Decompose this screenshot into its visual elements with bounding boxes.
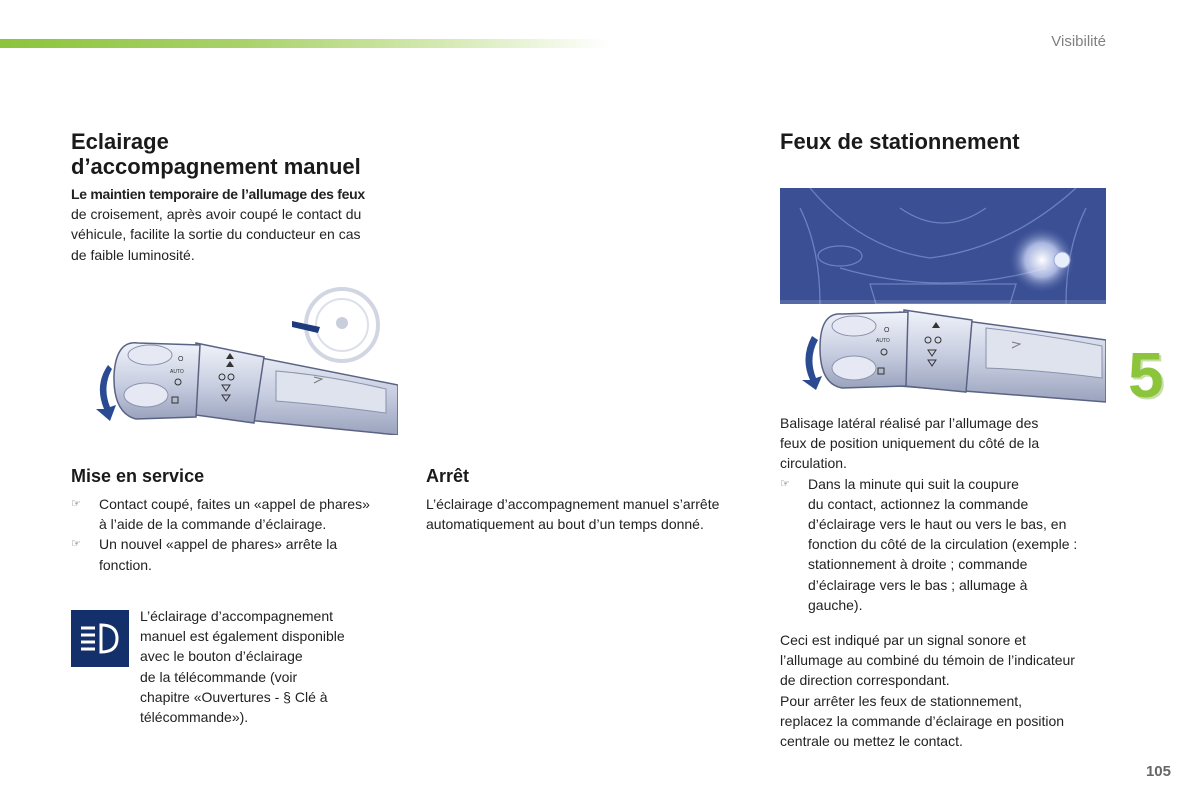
rotate-down-arrow-icon xyxy=(96,365,116,421)
title-line-2: d’accompagnement manuel xyxy=(71,154,361,179)
lever-off-label: O xyxy=(178,356,184,363)
chapter-number: 5 xyxy=(1128,339,1164,411)
lever-auto-label-right: AUTO xyxy=(876,338,890,344)
lighting-stalk-illustration-left xyxy=(86,285,398,435)
note-paragraph: L’éclairage d’accompagnement manuel est également disponible avec le bouton d’éclairage de la télécommande (voir chapitre «Ouvertures - § Clé à télécommande»). xyxy=(140,608,345,726)
page-title-left xyxy=(71,129,361,179)
right-paragraph-1: Balisage latéral réalisé par l’allumage des feux de position uniquement du côté de la circulation. ☞ Dans la minute qui suit la coupure du contact, actionnez la commande d’éclairage vers le haut ou vers le bas, en fonction du côté de la circulation (exemple : stationnement à droite ; commande d’éclairage vers le bas ; allumage à gauche). xyxy=(780,413,1120,615)
section-name: Visibilité xyxy=(1051,33,1106,50)
intro-paragraph xyxy=(71,184,411,265)
intro-line: de croisement, après avoir coupé le contact du xyxy=(71,206,362,223)
bullet-hand-icon: ☞ xyxy=(780,477,790,490)
lighting-stalk-illustration-right xyxy=(790,306,1106,416)
list-item: ☞ Contact coupé, faites un «appel de phares» à l’aide de la commande d’éclairage. xyxy=(71,496,370,533)
list-item: ☞ Dans la minute qui suit la coupure du contact, actionnez la commande d’éclairage vers le haut ou vers le bas, en fonction du côté de la circulation (exemple : stationnement à droite ; commande d’éclairage vers le bas ; allumage à gauche). xyxy=(780,475,1078,613)
car-front-illustration xyxy=(780,188,1106,304)
arret-paragraph: L’éclairage d’accompagnement manuel s’arrête automatiquement au bout d’un temps donné. xyxy=(426,496,720,533)
page-title-right: Feux de stationnement xyxy=(780,129,1020,154)
mise-en-service-title: Mise en service xyxy=(71,466,205,486)
intro-line: de faible luminosité. xyxy=(71,246,195,263)
intro-line: véhicule, facilite la sortie du conducteur en cas xyxy=(71,226,361,243)
steering-wheel-icon xyxy=(306,289,378,361)
lever-auto-label: AUTO xyxy=(170,369,184,375)
rotate-down-arrow-icon-right xyxy=(802,336,822,390)
right-paragraph-2: Ceci est indiqué par un signal sonore et l’allumage au combiné du témoin de l’indicateur de direction correspondant. Pour arrêter les feux de stationnement, replacez la commande d’éclairage en position centrale ou mettez le contact. xyxy=(780,632,1075,750)
title-line-1: Eclairage xyxy=(71,129,169,154)
page-number: 105 xyxy=(1145,763,1171,780)
lever-off-label-right: O xyxy=(884,327,890,334)
bullet-hand-icon: ☞ xyxy=(71,498,81,510)
header-accent-bar xyxy=(0,39,610,48)
intro-lead: Le maintien temporaire de l’allumage des feux xyxy=(71,186,365,202)
list-item: ☞ Un nouvel «appel de phares» arrête la fonction. xyxy=(71,536,338,573)
arret-title: Arrêt xyxy=(426,466,470,486)
bullet-hand-icon: ☞ xyxy=(71,538,81,551)
mise-en-service-list xyxy=(71,494,411,575)
headlamp-beam-icon xyxy=(71,610,129,667)
